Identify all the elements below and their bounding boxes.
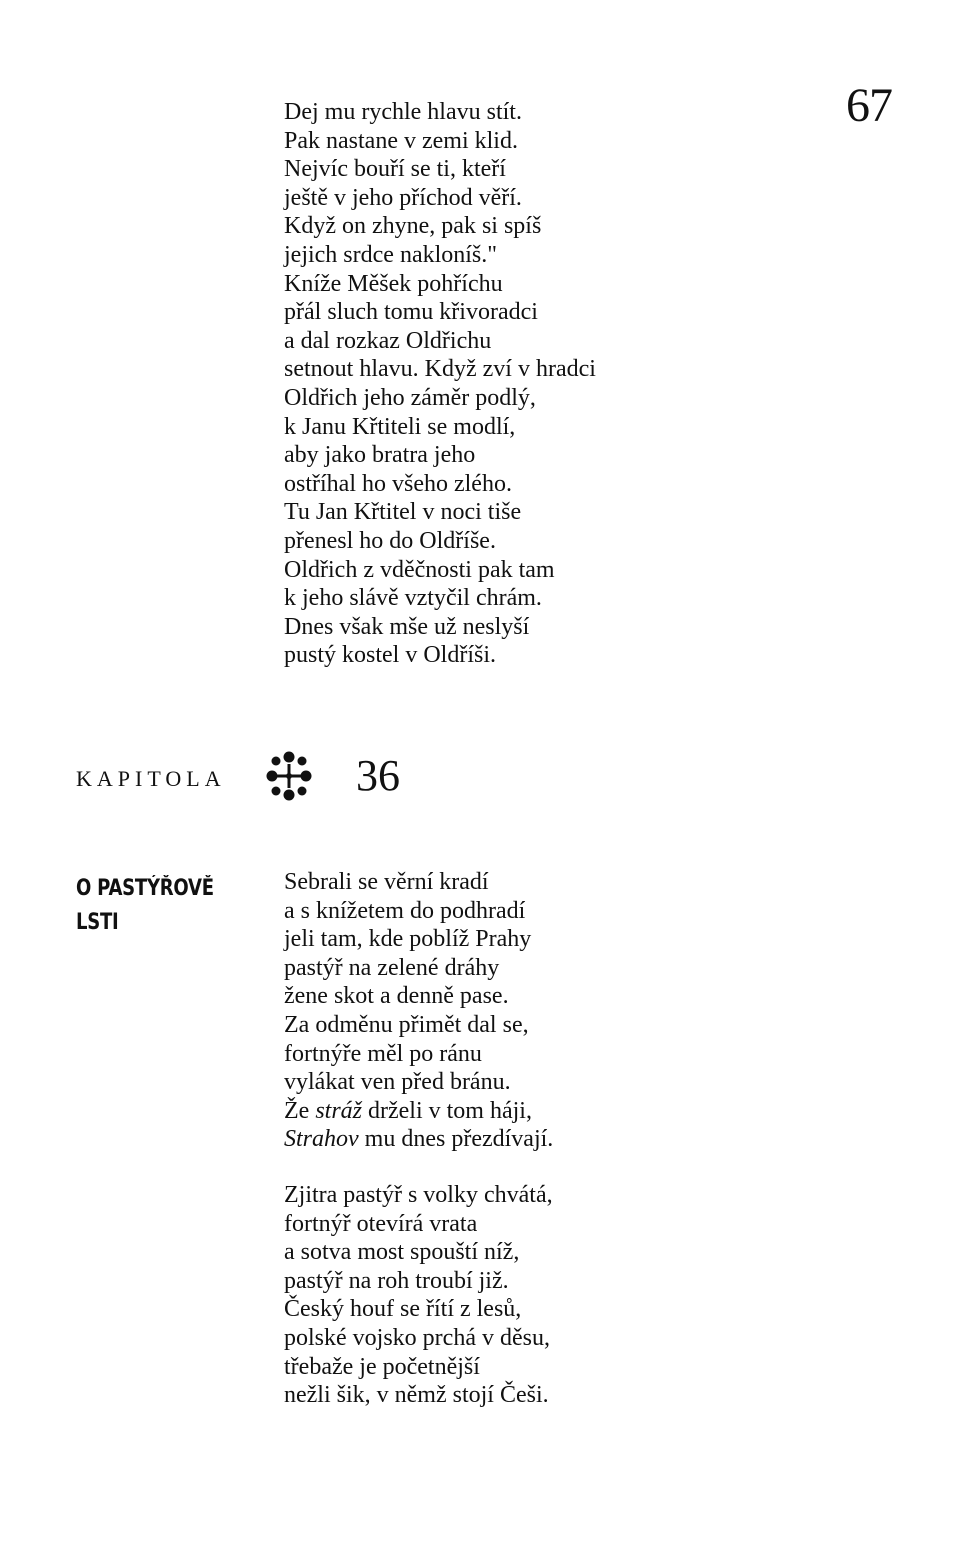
poem-line: Dej mu rychle hlavu stít. [284,99,522,125]
poem-line: Kníže Měšek pohříchu [284,270,503,297]
poem-line: Zjitra pastýř s volky chvátá, [284,1182,553,1208]
poem-text: mu dnes přezdívají. [358,1126,554,1153]
poem-line: Nejvíc bouří se ti, kteří [284,156,506,183]
poem-line: a sotva most spouští níž, [284,1239,520,1266]
poem-top [284,98,596,670]
poem-line: Když on zhyne, pak si spíš [284,213,542,240]
poem-italic-word: stráž [315,1097,362,1124]
poem-line: aby jako bratra jeho [284,442,476,469]
poem-line: a dal rozkaz Oldřichu [284,327,492,354]
poem-line: přál sluch tomu křivoradci [284,299,538,326]
chapter-label: KAPITOLA [76,766,226,791]
poem-line: ostříhal ho všeho zlého. [284,470,512,497]
poem-line: nežli šik, v němž stojí Češi. [284,1382,549,1409]
poem-stanza-2 [284,1181,553,1410]
section-title-line: LSTI [76,910,119,935]
poem-line [284,1125,553,1154]
page-number: 67 [846,79,892,132]
floral-ornament-icon [264,748,314,804]
poem-line: přenesl ho do Oldříše. [284,527,496,554]
poem-line: žene skot a denně pase. [284,983,509,1010]
poem-line: fortnýř otevírá vrata [284,1210,478,1237]
poem-line: jeli tam, kde poblíž Prahy [284,926,532,953]
poem-line: vylákat ven před bránu. [284,1069,511,1096]
section-title-line: O PASTÝŘOVĚ [76,876,214,901]
poem-line: a s knížetem do podhradí [284,897,526,924]
poem-line: pustý kostel v Oldříši. [284,642,497,669]
poem-line: k Janu Křtiteli se modlí, [284,413,516,440]
poem-line: Za odměnu přimět dal se, [284,1011,529,1038]
poem-line: fortnýře měl po ránu [284,1040,482,1067]
poem-line: Sebrali se věrní kradí [284,869,489,895]
poem-line: setnout hlavu. Když zví v hradci [284,356,596,383]
poem-italic-word: Strahov [284,1126,359,1153]
poem-stanza-1 [284,868,553,1154]
poem-line: Oldřich jeho záměr podlý, [284,384,536,411]
poem-line: pastýř na zelené dráhy [284,954,500,981]
poem-line: Dnes však mše už neslyší [284,613,530,640]
poem-line: k jeho slávě vztyčil chrám. [284,585,542,612]
poem-line: Tu Jan Křtitel v noci tiše [284,499,522,526]
poem-line: třebaže je početnější [284,1353,480,1380]
section-title [76,872,214,940]
poem-line: Český houf se řítí z lesů, [284,1296,522,1323]
poem-line: pastýř na roh troubí již. [284,1267,509,1294]
poem-line: Oldřich z vděčnosti pak tam [284,556,555,583]
poem-line: polské vojsko prchá v děsu, [284,1324,550,1351]
poem-line: Pak nastane v zemi klid. [284,127,518,154]
poem-line: jejich srdce nakloníš." [284,241,498,268]
chapter-number: 36 [356,751,400,800]
poem-text: Že [284,1097,316,1124]
poem-line: ještě v jeho příchod věří. [284,184,522,211]
poem-text: drželi v tom háji, [362,1097,532,1124]
poem-line [284,1097,553,1126]
